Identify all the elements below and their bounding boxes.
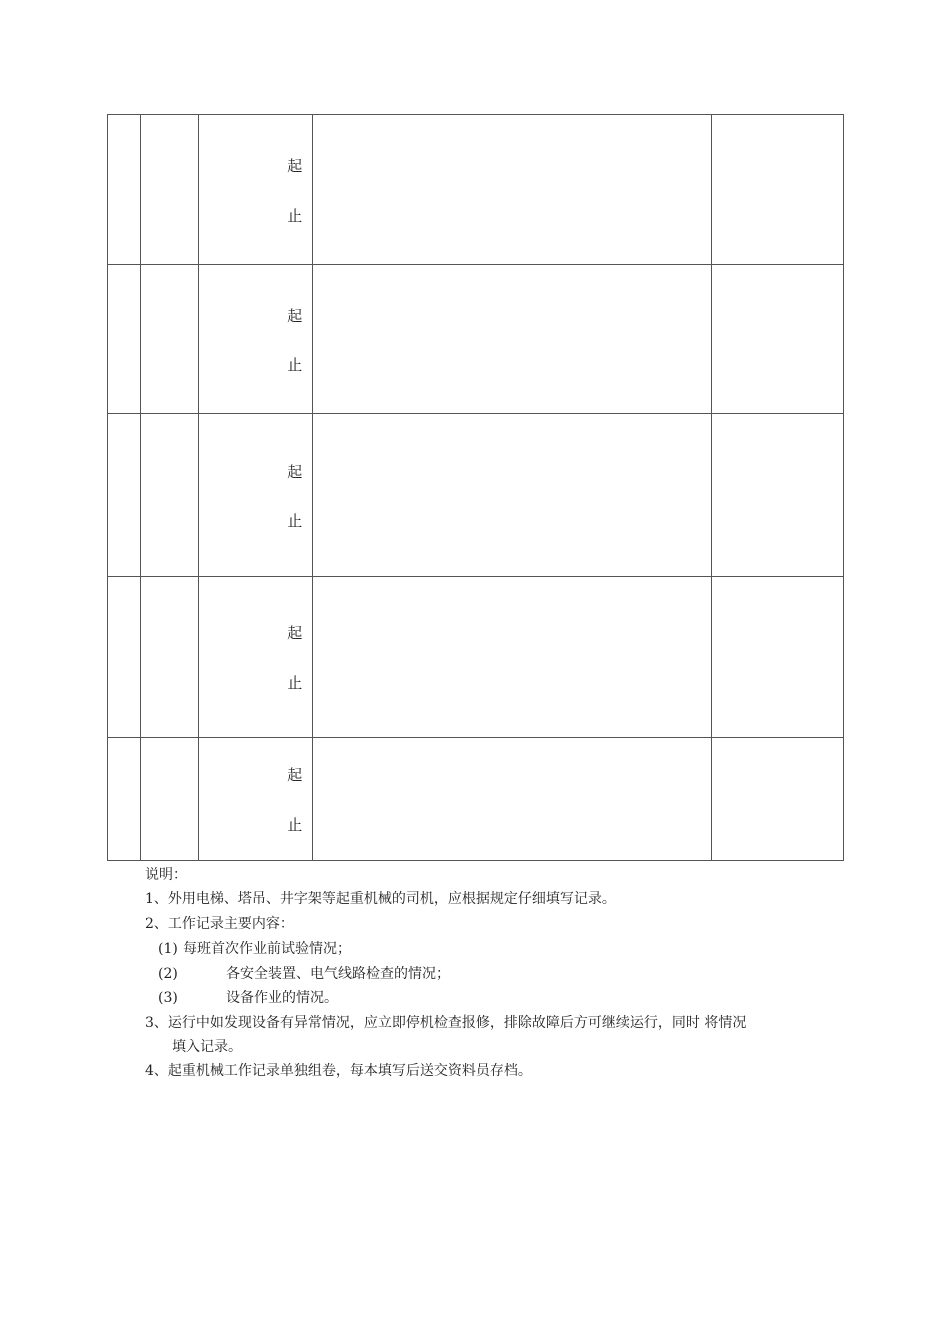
table-row: [108, 738, 844, 861]
cell-date[interactable]: [108, 577, 141, 738]
cell-record-content[interactable]: [313, 738, 712, 861]
table-row: [108, 265, 844, 414]
cell-signature[interactable]: [711, 414, 843, 577]
start-time-label: 起: [287, 624, 303, 642]
note-sub-1-number: (1): [158, 941, 178, 957]
cell-date[interactable]: [108, 414, 141, 577]
start-time-label: 起: [287, 307, 303, 325]
cell-date[interactable]: [108, 265, 141, 414]
cell-signature[interactable]: [711, 738, 843, 861]
note-item-2: 2、工作记录主要内容：: [145, 916, 294, 932]
table-row: [108, 577, 844, 738]
end-time-label: 止: [287, 207, 303, 225]
cell-shift[interactable]: [141, 577, 199, 738]
cell-record-content[interactable]: [313, 414, 712, 577]
cell-shift[interactable]: [141, 265, 199, 414]
cell-time[interactable]: [199, 265, 313, 414]
cell-signature[interactable]: [711, 115, 843, 265]
note-sub-1-text: 每班首次作业前试验情况；: [183, 941, 351, 957]
cell-signature[interactable]: [711, 577, 843, 738]
cell-date[interactable]: [108, 738, 141, 861]
end-time-label: 止: [287, 356, 303, 374]
cell-record-content[interactable]: [313, 577, 712, 738]
note-sub-3-text: 设备作业的情况。: [226, 990, 338, 1006]
table-row: [108, 115, 844, 265]
work-record-table: [107, 114, 844, 861]
cell-shift[interactable]: [141, 115, 199, 265]
note-sub-3-number: (3): [158, 990, 178, 1006]
end-time-label: 止: [287, 512, 303, 530]
note-sub-2-number: (2): [158, 966, 178, 982]
cell-time[interactable]: [199, 115, 313, 265]
cell-time[interactable]: [199, 577, 313, 738]
cell-record-content[interactable]: [313, 265, 712, 414]
cell-shift[interactable]: [141, 414, 199, 577]
note-item-3-continued: 填入记录。: [172, 1039, 242, 1055]
start-time-label: 起: [287, 463, 303, 481]
start-time-label: 起: [287, 157, 303, 175]
note-item-1: 1、外用电梯、塔吊、井字架等起重机械的司机，应根据规定仔细填写记录。: [145, 891, 616, 907]
cell-record-content[interactable]: [313, 115, 712, 265]
note-sub-2-text: 各安全装置、电气线路检查的情况；: [226, 966, 450, 982]
table-row: [108, 414, 844, 577]
end-time-label: 止: [287, 816, 303, 834]
cell-signature[interactable]: [711, 265, 843, 414]
cell-time[interactable]: [199, 414, 313, 577]
note-item-3: 3、运行中如发现设备有异常情况，应立即停机检查报修，排除故障后方可继续运行，同时 将情况: [145, 1015, 747, 1031]
end-time-label: 止: [287, 674, 303, 692]
cell-time[interactable]: [199, 738, 313, 861]
notes-title: 说明：: [145, 867, 187, 883]
cell-date[interactable]: [108, 115, 141, 265]
cell-shift[interactable]: [141, 738, 199, 861]
start-time-label: 起: [287, 766, 303, 784]
note-item-4: 4、起重机械工作记录单独组卷，每本填写后送交资料员存档。: [145, 1063, 532, 1079]
